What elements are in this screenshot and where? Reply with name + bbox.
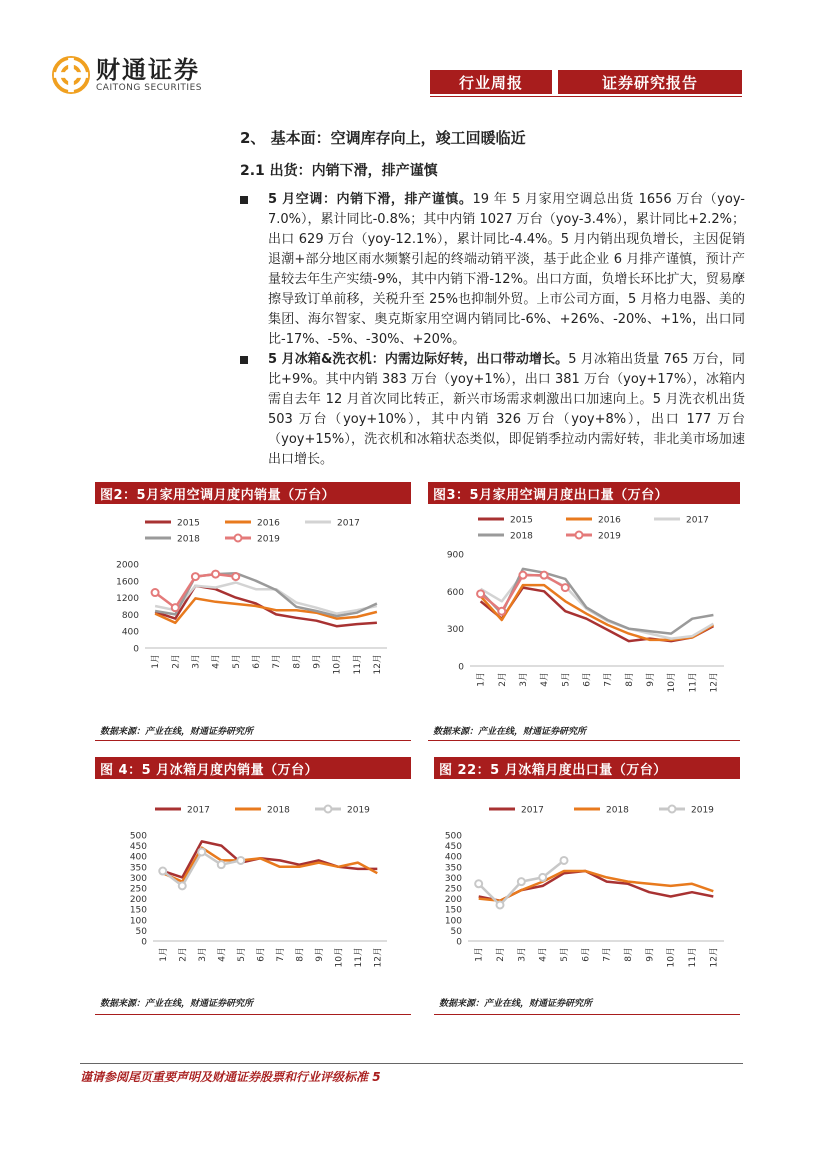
data-point-2019 [498, 608, 505, 615]
y-tick-label: 0 [458, 662, 464, 673]
x-tick-label: 4月 [538, 947, 549, 962]
x-tick-label: 9月 [645, 672, 656, 687]
y-tick-label: 50 [135, 926, 147, 937]
legend-label-2019: 2019 [257, 534, 280, 545]
fig22-title: 图 22：5 月冰箱月度出口量（万台） [434, 757, 740, 779]
y-tick-label: 200 [444, 895, 462, 906]
data-point-2019 [218, 861, 225, 868]
x-tick-label: 1月 [476, 672, 487, 687]
x-tick-label: 2月 [497, 672, 508, 687]
y-tick-label: 2000 [116, 560, 139, 571]
fig4-bottom-rule [95, 1014, 411, 1015]
series-line-2016 [155, 598, 377, 622]
x-tick-label: 11月 [688, 672, 699, 693]
x-tick-label: 5月 [561, 672, 572, 687]
x-tick-label: 6月 [581, 947, 592, 962]
company-logo [52, 56, 202, 94]
legend-label-2016: 2016 [598, 515, 621, 526]
data-point-2019 [179, 882, 186, 889]
x-tick-label: 2月 [178, 947, 189, 962]
legend-label-2017: 2017 [187, 805, 210, 816]
x-tick-label: 7月 [603, 672, 614, 687]
x-tick-label: 2月 [496, 947, 506, 962]
data-point-2019 [561, 857, 568, 864]
x-tick-label: 5月 [560, 947, 570, 962]
legend-marker-2019 [235, 535, 242, 542]
y-tick-label: 0 [133, 644, 139, 655]
y-tick-label: 200 [129, 895, 147, 906]
data-point-2019 [519, 572, 526, 579]
x-tick-label: 6月 [251, 654, 262, 669]
x-tick-label: 9月 [645, 947, 656, 962]
data-point-2019 [159, 868, 166, 875]
legend-label-2018: 2018 [606, 805, 629, 816]
legend-label-2019: 2019 [598, 531, 621, 542]
x-tick-label: 8月 [292, 654, 303, 669]
data-point-2019 [192, 573, 199, 580]
x-tick-label: 12月 [709, 947, 720, 968]
footer-text: 谨请参阅尾页重要声明及财通证券股票和行业评级标准 [80, 1070, 369, 1084]
legend-label-2018: 2018 [177, 534, 200, 545]
data-point-2019 [232, 573, 239, 580]
legend-marker-2019 [325, 806, 332, 813]
x-tick-label: 8月 [624, 947, 634, 962]
header-tab-report: 证券研究报告 [558, 70, 742, 94]
bullet-square-icon [240, 196, 248, 204]
y-tick-label: 250 [129, 884, 147, 895]
legend-label-2019: 2019 [691, 805, 714, 816]
legend-label-2015: 2015 [510, 515, 533, 526]
y-tick-label: 300 [129, 873, 147, 884]
x-tick-label: 4月 [211, 654, 222, 669]
legend-label-2017: 2017 [521, 805, 544, 816]
fig4-source: 数据来源：产业在线，财通证券研究所 [100, 999, 254, 1009]
logo-text-en: CAITONG SECURITIES [96, 83, 202, 93]
y-tick-label: 100 [444, 916, 462, 927]
y-tick-label: 600 [446, 587, 464, 598]
x-tick-label: 12月 [373, 947, 384, 968]
y-tick-label: 800 [121, 610, 139, 621]
fig3-bottom-rule [428, 740, 740, 741]
chart-fridge-domestic [95, 781, 411, 987]
y-tick-label: 500 [444, 831, 462, 842]
x-tick-label: 10月 [334, 947, 345, 968]
fig2-source: 数据来源：产业在线，财通证券研究所 [100, 727, 254, 737]
page-number: 5 [372, 1070, 381, 1084]
fig22-bottom-rule [434, 1014, 740, 1015]
x-tick-label: 10月 [667, 672, 678, 693]
bullet-lead: 5 月冰箱&洗衣机：内需边际好转，出口带动增长。 [268, 352, 569, 367]
fig22-source: 数据来源：产业在线，财通证券研究所 [439, 999, 593, 1009]
x-tick-label: 10月 [666, 947, 677, 968]
data-point-2019 [237, 857, 244, 864]
y-tick-label: 0 [141, 937, 147, 948]
bullet-text: 5 月冰箱出货量 765 万台，同比+9%。其中内销 383 万台（yoy+1%），出口 381 万台（yoy+17%），冰箱内需自去年 12 月首次同比转正，新兴市场需求刺激出口加速向上。5 月洗衣机出货 503 万台（yoy+10%），其中内销 326 万台（yoy+8%），出口 177 万台（yoy+15%），洗衣机和冰箱状态类似，即促销季拉动内需好转，非北美市场加速出口增长。 [268, 352, 745, 467]
x-tick-label: 2月 [171, 654, 182, 669]
y-tick-label: 300 [444, 873, 462, 884]
fig4-title: 图 4：5 月冰箱月度内销量（万台） [95, 757, 411, 779]
x-tick-label: 7月 [602, 947, 613, 962]
y-tick-label: 450 [129, 842, 147, 853]
x-tick-label: 11月 [688, 947, 698, 968]
bullet-fridge [240, 350, 745, 470]
bullet-text: 19 年 5 月家用空调总出货 1656 万台（yoy-7.0%），累计同比-0.8%；其中内销 1027 万台（yoy-3.4%），累计同比+2.2%；出口 629 万台（yoy-12.1%），累计同比-4.4%。5 月内销出现负增长，主因促销退潮+部分地区雨水频繁引起的终端动销平淡，基于此企业 6 月排产谨慎，预计产量较去年生产实绩-9%，其中内销下滑-12%。出口方面，负增长环比扩大，贸易摩擦导致订单前移，关税升至 25%也抑制外贸。上市公司方面，5 月格力电器、美的集团、海尔智家、奥克斯家用空调内销同比-6%、+26%、-20%、+1%，出口同比-17%、-5%、-30%、+20%。 [268, 192, 745, 347]
x-tick-label: 12月 [372, 654, 383, 675]
legend-label-2017: 2017 [686, 515, 709, 526]
series-line-2019 [163, 852, 241, 886]
legend-label-2016: 2016 [257, 518, 280, 529]
legend-label-2015: 2015 [177, 518, 200, 529]
bullet-square-icon [240, 356, 248, 364]
logo-text-cn: 财通证券 [96, 56, 200, 84]
header-divider [430, 96, 742, 97]
y-tick-label: 100 [129, 916, 147, 927]
legend-label-2019: 2019 [347, 805, 370, 816]
x-tick-label: 11月 [352, 654, 363, 675]
y-tick-label: 350 [444, 863, 462, 874]
data-point-2019 [152, 589, 159, 596]
data-point-2019 [198, 848, 205, 855]
y-tick-label: 350 [129, 863, 147, 874]
subsection-heading: 2.1 出货：内销下滑，排产谨慎 [240, 163, 438, 179]
data-point-2019 [562, 584, 569, 591]
bullet-lead: 5 月空调：内销下滑，排产谨慎。 [268, 192, 473, 207]
y-tick-label: 1200 [116, 594, 139, 605]
x-tick-label: 8月 [624, 672, 635, 687]
x-tick-label: 9月 [312, 654, 323, 669]
y-tick-label: 50 [450, 926, 462, 937]
y-tick-label: 400 [444, 852, 462, 863]
y-tick-label: 400 [121, 627, 139, 638]
x-tick-label: 4月 [217, 947, 228, 962]
x-tick-label: 8月 [295, 947, 306, 962]
legend-label-2017: 2017 [337, 518, 360, 529]
y-tick-label: 500 [129, 831, 147, 842]
y-tick-label: 0 [456, 937, 462, 948]
x-tick-label: 3月 [191, 654, 202, 669]
y-tick-label: 1600 [116, 577, 139, 588]
x-tick-label: 3月 [517, 947, 528, 962]
footer-disclaimer[interactable] [80, 1068, 381, 1085]
x-tick-label: 4月 [540, 672, 551, 687]
y-tick-label: 150 [129, 905, 147, 916]
x-tick-label: 1月 [151, 654, 162, 669]
x-tick-label: 7月 [275, 947, 286, 962]
x-tick-label: 5月 [231, 654, 242, 669]
data-point-2019 [212, 571, 219, 578]
x-tick-label: 3月 [197, 947, 208, 962]
x-tick-label: 1月 [158, 947, 169, 962]
legend-label-2018: 2018 [510, 531, 533, 542]
header-tab-weekly: 行业周报 [430, 70, 552, 94]
data-point-2019 [518, 878, 525, 885]
data-point-2019 [475, 880, 482, 887]
y-tick-label: 900 [446, 550, 464, 561]
x-tick-label: 1月 [474, 947, 485, 962]
bullet-ac [240, 190, 745, 350]
fig3-source: 数据来源：产业在线，财通证券研究所 [433, 727, 587, 737]
data-point-2019 [497, 901, 504, 908]
logo-icon [52, 56, 90, 94]
legend-label-2018: 2018 [267, 805, 290, 816]
footer-divider [80, 1063, 743, 1064]
x-tick-label: 10月 [332, 654, 343, 675]
legend-marker-2019 [576, 532, 583, 539]
data-point-2019 [172, 604, 179, 611]
series-line-2019 [481, 575, 566, 611]
section-heading: 2、 基本面：空调库存向上，竣工回暖临近 [240, 129, 526, 147]
y-tick-label: 450 [444, 842, 462, 853]
chart-ac-export [428, 506, 740, 714]
x-tick-label: 6月 [582, 672, 593, 687]
x-tick-label: 12月 [709, 672, 720, 693]
chart-ac-domestic [95, 506, 411, 714]
x-tick-label: 7月 [272, 654, 283, 669]
y-tick-label: 300 [446, 625, 464, 636]
data-point-2019 [539, 874, 546, 881]
fig2-title: 图2：5月家用空调月度内销量（万台） [95, 482, 411, 504]
x-tick-label: 11月 [353, 947, 364, 968]
fig2-bottom-rule [95, 740, 411, 741]
x-tick-label: 3月 [518, 672, 529, 687]
data-point-2019 [477, 590, 484, 597]
y-tick-label: 150 [444, 905, 462, 916]
data-point-2019 [541, 572, 548, 579]
x-tick-label: 6月 [256, 947, 267, 962]
y-tick-label: 250 [444, 884, 462, 895]
x-tick-label: 9月 [314, 947, 325, 962]
x-tick-label: 5月 [236, 947, 247, 962]
fig3-title: 图3：5月家用空调月度出口量（万台） [428, 482, 740, 504]
y-tick-label: 400 [129, 852, 147, 863]
chart-fridge-export [434, 781, 740, 987]
legend-marker-2019 [669, 806, 676, 813]
